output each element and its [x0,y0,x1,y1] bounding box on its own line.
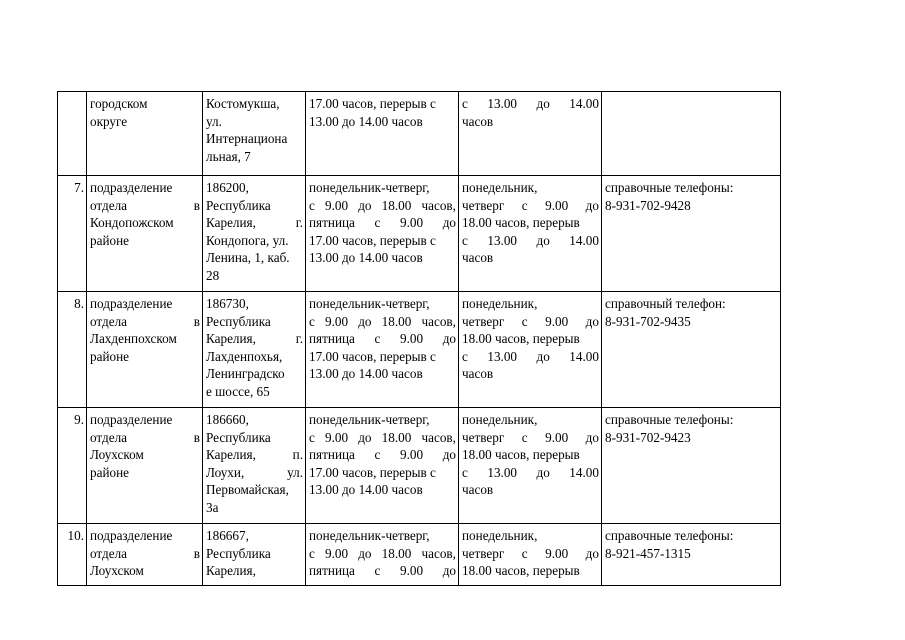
cell-word: отдела [90,429,128,445]
cell-line: 13.00 до 14.00 часов [309,482,423,498]
cell-line [309,313,456,331]
cell-word: Карелия, [206,215,256,231]
cell-line: городском [90,96,148,111]
cell-line [90,313,200,331]
cell-line [90,197,200,215]
cell-address [203,292,306,408]
cell-address [203,92,306,176]
cell-word: отдела [90,197,128,213]
cell-line: 13.00 до 14.00 часов [309,113,423,129]
cell-address [203,524,306,586]
cell-reception-hours [459,524,602,586]
cell-word: 9.00 [325,197,349,213]
cell-line: 8-921-457-1315 [605,545,691,561]
cell-word: с [309,197,315,213]
cell-word: 9.00 [400,331,424,347]
cell-word: до [442,563,456,579]
cell-line: е шоссе, 65 [206,383,270,399]
cell-word: до [442,447,456,463]
cell-working-hours [306,92,459,176]
offices-table [57,91,781,586]
cell-word: 9.00 [325,545,349,561]
cell-reception-hours [459,408,602,524]
cell-word: с [374,447,381,463]
cell-line: Лоухском [90,563,144,579]
cell-line [206,464,303,482]
cell-line: часов [462,366,494,382]
table-row [58,176,781,292]
cell-word: 14.00 [569,464,599,480]
cell-word: пятница [309,215,355,231]
cell-word: 9.00 [545,429,569,445]
cell-word: до [358,313,372,329]
cell-line: понедельник-четверг, [309,528,430,543]
cell-word: с [521,545,528,561]
cell-word: до [585,197,599,213]
cell-word: до [585,545,599,561]
cell-word: 9.00 [325,429,349,445]
cell-line: льная, 7 [206,148,251,164]
cell-word: до [442,331,456,347]
cell-number [58,92,87,176]
cell-line [309,545,456,563]
cell-line: Лахденпохья, [206,348,283,364]
cell-line: справочные телефоны: [605,412,734,427]
cell-line [309,429,456,447]
cell-word: часов, [421,197,456,213]
cell-phones [602,292,781,408]
cell-line: часов [462,250,494,266]
cell-word: до [585,429,599,445]
cell-word: в [193,313,200,329]
cell-line: понедельник, [462,528,538,543]
cell-line: 17.00 часов, перерыв с [309,96,436,111]
cell-office-name [87,92,203,176]
cell-line: понедельник, [462,296,538,311]
cell-phones [602,408,781,524]
cell-word: с [521,197,528,213]
cell-word: 18.00 [381,197,412,213]
cell-line [206,446,303,464]
cell-word: часов, [421,545,456,561]
cell-line: 3а [206,499,219,515]
cell-word: пятница [309,447,355,463]
table-row [58,292,781,408]
cell-word: с [309,429,315,445]
cell-line: 8-931-702-9423 [605,429,691,445]
cell-line: подразделение [90,412,173,427]
table-row [58,524,781,586]
cell-word: 13.00 [487,464,518,480]
cell-office-name [87,292,203,408]
cell-line: районе [90,348,130,364]
cell-line [462,197,599,215]
cell-line [462,429,599,447]
cell-reception-hours [459,176,602,292]
cell-line [90,429,200,447]
cell-line: часов [462,482,494,498]
cell-word: г. [295,215,303,231]
cell-line: 17.00 часов, перерыв с [309,348,436,364]
cell-word: в [193,429,200,445]
cell-word: часов, [421,313,456,329]
cell-word: 9.00 [545,545,569,561]
cell-working-hours [306,176,459,292]
cell-line: часов [462,113,494,129]
cell-number: 8. [58,292,87,408]
cell-line: Лоухском [90,447,144,463]
cell-line: Республика [206,197,271,213]
table-row [58,408,781,524]
cell-word: четверг [462,429,505,445]
cell-word: с [374,331,381,347]
cell-phones [602,92,781,176]
cell-line: справочные телефоны: [605,180,734,195]
cell-word: с [462,96,468,111]
cell-line: Лахденпохском [90,331,177,347]
cell-line: понедельник-четверг, [309,180,430,195]
cell-word: Карелия, [206,447,256,463]
cell-line: подразделение [90,180,173,195]
cell-line: 186200, [206,180,249,195]
cell-number: 9. [58,408,87,524]
cell-word: до [536,96,550,111]
cell-word: с [309,313,315,329]
cell-line: Республика [206,429,271,445]
cell-working-hours [306,292,459,408]
cell-word: с [462,348,468,364]
cell-word: 18.00 [381,545,412,561]
cell-line [462,464,599,482]
cell-address [203,408,306,524]
cell-line: Кондопога, ул. [206,232,289,248]
cell-office-name [87,176,203,292]
cell-line: округе [90,113,128,129]
cell-line [309,214,456,232]
cell-line: Интернациона [206,131,288,147]
cell-working-hours [306,524,459,586]
cell-word: 9.00 [400,215,424,231]
cell-word: 18.00 [381,313,412,329]
cell-phones [602,524,781,586]
cell-line: подразделение [90,528,173,543]
cell-line: Ленина, 1, каб. [206,250,290,266]
cell-word: 13.00 [487,348,518,364]
cell-word: 14.00 [569,232,599,248]
cell-address [203,176,306,292]
cell-word: до [442,215,456,231]
cell-line: понедельник-четверг, [309,412,430,427]
cell-line [309,330,456,348]
cell-line [462,313,599,331]
cell-word: 18.00 [381,429,412,445]
cell-line: 18.00 часов, перерыв [462,447,580,463]
cell-word: 9.00 [545,197,569,213]
cell-line: ул. [206,113,222,129]
cell-word: до [585,313,599,329]
cell-word: с [374,563,381,579]
cell-word: отдела [90,313,128,329]
cell-word: четверг [462,197,505,213]
cell-word: с [462,232,468,248]
cell-number: 7. [58,176,87,292]
cell-working-hours [306,408,459,524]
cell-word: г. [295,331,303,347]
cell-word: 14.00 [569,96,599,111]
cell-word: отдела [90,545,128,561]
cell-word: п. [292,447,303,463]
cell-word: Лоухи, [206,464,245,480]
cell-word: в [193,545,200,561]
cell-line: справочный телефон: [605,296,726,311]
cell-line: Костомукша, [206,96,280,111]
cell-word: в [193,197,200,213]
cell-line: подразделение [90,296,173,311]
cell-word: до [358,429,372,445]
cell-office-name [87,408,203,524]
table-row [58,92,781,176]
cell-line: 13.00 до 14.00 часов [309,366,423,382]
cell-line: понедельник, [462,412,538,427]
cell-line [462,232,599,250]
cell-word: 14.00 [569,348,599,364]
cell-word: до [536,348,550,364]
cell-word: ул. [287,464,303,480]
cell-word: с [521,429,528,445]
cell-line: 28 [206,267,220,283]
cell-word: 13.00 [487,96,518,111]
cell-line [462,545,599,563]
cell-line: справочные телефоны: [605,528,734,543]
cell-line: 8-931-702-9435 [605,313,691,329]
cell-word: часов, [421,429,456,445]
cell-line: 18.00 часов, перерыв [462,563,580,579]
cell-word: с [462,464,468,480]
cell-line [462,348,599,366]
cell-line: 13.00 до 14.00 часов [309,250,423,266]
cell-word: до [358,197,372,213]
cell-line: 186660, [206,412,249,427]
cell-word: 13.00 [487,232,518,248]
cell-line [206,214,303,232]
cell-word: до [536,232,550,248]
cell-word: 9.00 [400,563,424,579]
cell-word: пятница [309,331,355,347]
cell-line [309,446,456,464]
cell-word: Карелия, [206,331,256,347]
cell-word: с [521,313,528,329]
cell-line: Республика [206,313,271,329]
cell-word: 9.00 [400,447,424,463]
cell-line: Кондопожском [90,215,174,231]
cell-reception-hours [459,292,602,408]
cell-word: четверг [462,313,505,329]
cell-line [90,545,200,563]
cell-phones [602,176,781,292]
cell-line: Первомайская, [206,482,289,498]
cell-reception-hours [459,92,602,176]
cell-line: понедельник, [462,180,538,195]
cell-line [462,95,599,113]
cell-line: районе [90,464,130,480]
cell-word: до [536,464,550,480]
cell-word: с [309,545,315,561]
cell-word: 9.00 [325,313,349,329]
cell-line: Республика [206,545,271,561]
cell-word: с [374,215,381,231]
cell-line: 186667, [206,528,249,543]
cell-word: пятница [309,563,355,579]
cell-word: 9.00 [545,313,569,329]
cell-line: 18.00 часов, перерыв [462,331,580,347]
cell-line: Карелия, [206,563,256,579]
offices-table-body [58,92,781,586]
cell-line: 8-931-702-9428 [605,197,691,213]
cell-word: до [358,545,372,561]
cell-number: 10. [58,524,87,586]
cell-line: районе [90,232,130,248]
cell-line: понедельник-четверг, [309,296,430,311]
cell-line: 186730, [206,296,249,311]
cell-line [206,330,303,348]
cell-line [309,562,456,580]
cell-line: Ленинградско [206,366,285,382]
cell-line: 17.00 часов, перерыв с [309,232,436,248]
cell-line [309,197,456,215]
cell-word: четверг [462,545,505,561]
cell-line: 17.00 часов, перерыв с [309,464,436,480]
cell-office-name [87,524,203,586]
cell-line: 18.00 часов, перерыв [462,215,580,231]
